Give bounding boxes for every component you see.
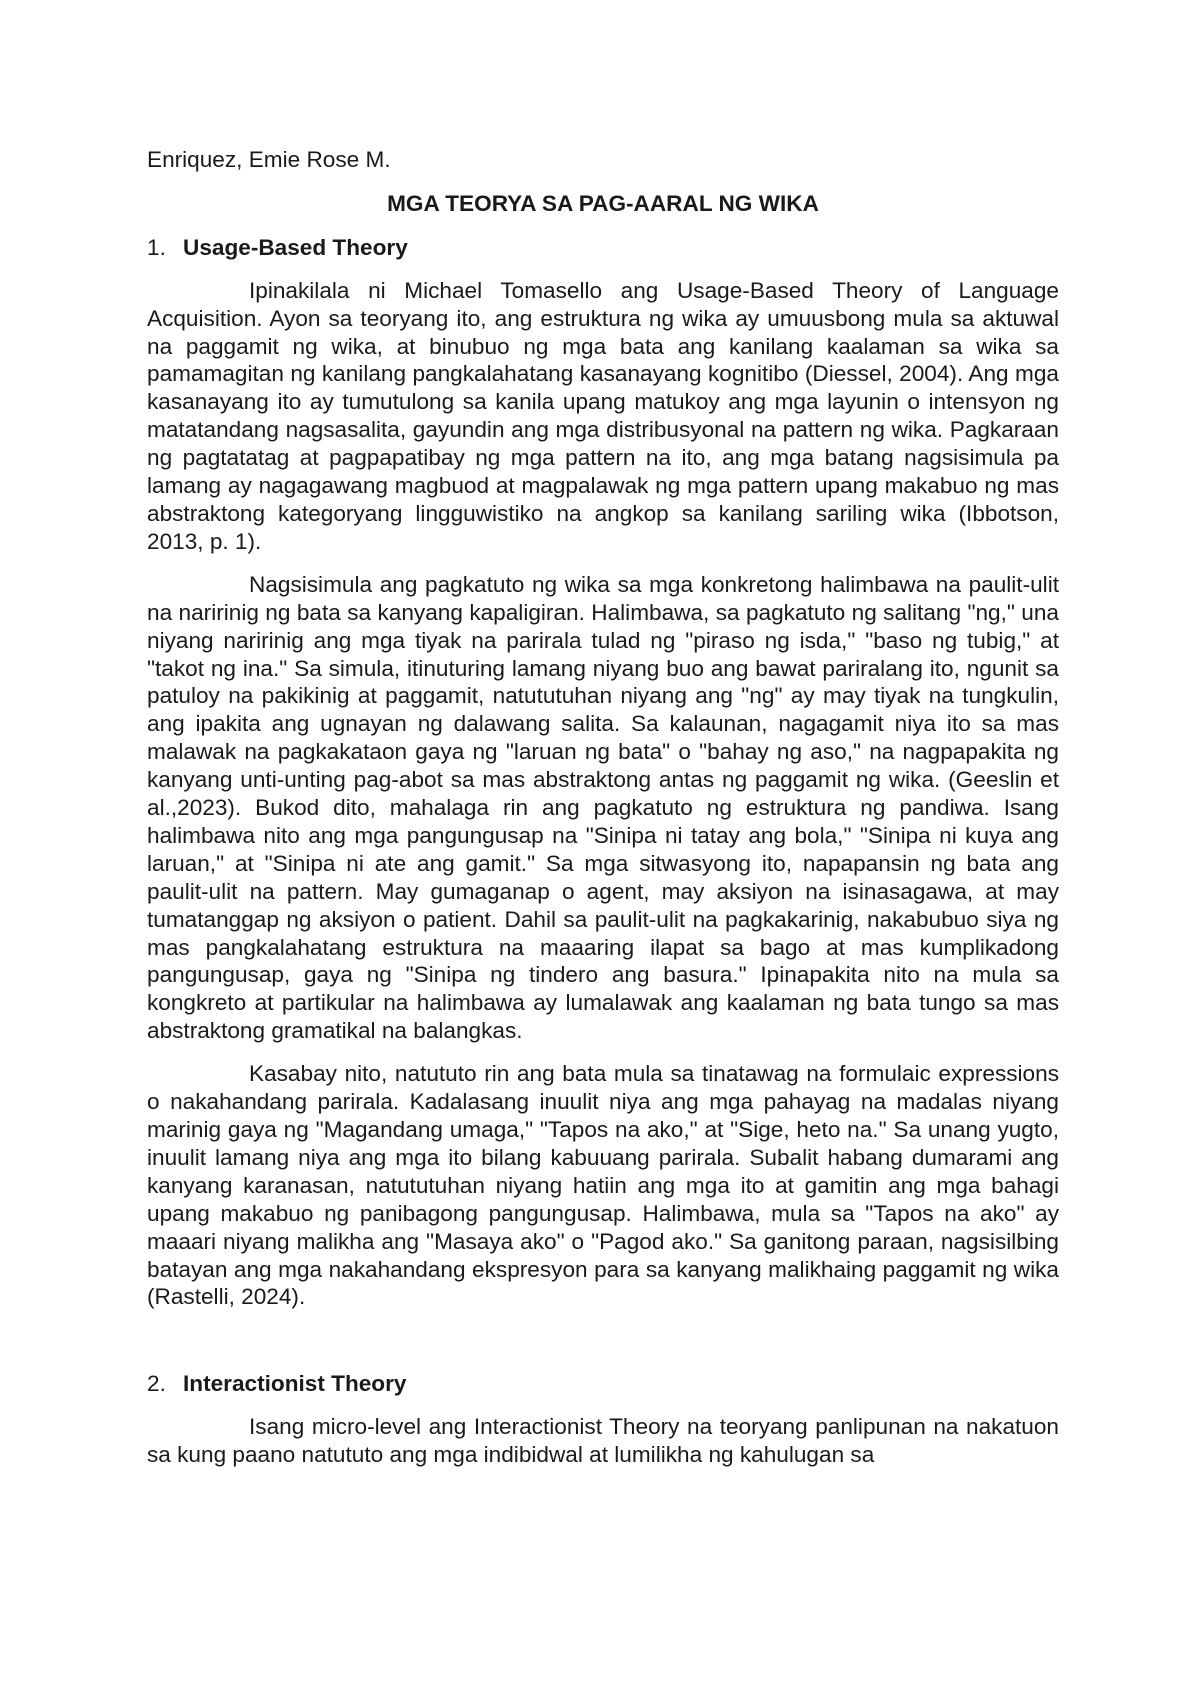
document-title: MGA TEORYA SA PAG-AARAL NG WIKA	[387, 190, 819, 216]
section-heading-interactionist	[147, 1370, 1059, 1398]
paragraph: Isang micro-level ang Interactionist Theory na teoryang panlipunan na nakatuon sa kung paano natututo ang mga indibidwal at lumilikha ng kahulugan sa	[147, 1414, 1059, 1468]
document-page	[147, 146, 1059, 1484]
section-spacer	[147, 1326, 1059, 1370]
section-number: 2.	[147, 1371, 166, 1397]
section-number: 1.	[147, 234, 166, 260]
paragraph: Ipinakilala ni Michael Tomasello ang Usage-Based Theory of Language Acquisition. Ayon sa teoryang ito, ang estruktura ng wika ay umuusbong mula sa aktuwal na paggamit ng wika, at binubuo ng mga bata ang kanilang kaalaman sa wika sa pamamagitan ng kanilang pangkalahatang kasanayang kognitibo (Diessel, 2004). Ang mga kasanayang ito ay tumutulong sa kanila upang matukoy ang mga layunin o intensyon ng matatandang nagsasalita, gayundin ang mga distribusyonal na pattern ng wika. Pagkaraan ng pagtatatag at pagpapatibay ng mga pattern na ito, ang mga batang nagsisimula pa lamang ay nagagawang magbuod at magpalawak ng mga pattern upang makabuo ng mas abstraktong kategoryang lingguwistiko na angkop sa kanilang sariling wika (Ibbotson, 2013, p. 1).	[147, 277, 1059, 554]
paragraph: Nagsisimula ang pagkatuto ng wika sa mga konkretong halimbawa na paulit-ulit na naririnig ng bata sa kanyang kapaligiran. Halimbawa, sa pagkatuto ng salitang "ng," una niyang naririnig ang mga tiyak na parirala tulad ng "piraso ng isda," "baso ng tubig," at "takot ng ina." Sa simula, itinuturing lamang niyang buo ang bawat pariralang ito, ngunit sa patuloy na pakikinig at paggamit, natututuhan niyang ang "ng" ay may tiyak na tungkulin, ang ipakita ang ugnayan ng dalawang salita. Sa kalaunan, nagagamit niya ito sa mas malawak na pagkakataon gaya ng "laruan ng bata" o "bahay ng aso," na nagpapakita ng kanyang unti-unting pag-abot sa mas abstraktong antas ng paggamit ng wika. (Geeslin et al.,2023). Bukod dito, mahalaga rin ang pagkatuto ng estruktura ng pandiwa. Isang halimbawa nito ang mga pangungusap na "Sinipa ni tatay ang bola," "Sinipa ni kuya ang laruan," at "Sinipa ni ate ang gamit." Sa mga sitwasyong ito, napapansin ng bata ang paulit-ulit na pattern. May gumaganap o agent, may aksiyon na isinasagawa, at may tumatanggap ng aksiyon o patient. Dahil sa paulit-ulit na pagkakarinig, nakabubuo siya ng mas pangkalahatang estruktura na maaaring ilapat sa bago at mas kumplikadong pangungusap, gaya ng "Sinipa ng tindero ang basura." Ipinapakita nito na mula sa kongkreto at partikular na halimbawa ay lumalawak ang kaalaman ng bata tungo sa mas abstraktong gramatikal na balangkas.	[147, 571, 1059, 1044]
section-title: Interactionist Theory	[183, 1371, 407, 1397]
section-title: Usage-Based Theory	[183, 234, 408, 260]
paragraph: Kasabay nito, natututo rin ang bata mula sa tinatawag na formulaic expressions o nakahandang parirala. Kadalasang inuulit niya ang mga pahayag na madalas niyang marinig gaya ng "Magandang umaga," "Tapos na ako," at "Sige, heto na." Sa unang yugto, inuulit lamang niya ang mga ito bilang kabuuang parirala. Subalit habang dumarami ang kanyang karanasan, natututuhan niyang hatiin ang mga ito at gamitin ang mga bahagi upang makabuo ng panibagong pangungusap. Halimbawa, mula sa "Tapos na ako" ay maaari niyang malikha ang "Masaya ako" o "Pagod ako." Sa ganitong paraan, nagsisilbing batayan ang mga nakahandang ekspresyon para sa kanyang malikhaing paggamit ng wika (Rastelli, 2024).	[147, 1061, 1059, 1310]
author-name: Enriquez, Emie Rose M.	[147, 147, 391, 172]
section-heading-usage-based	[147, 234, 1059, 262]
